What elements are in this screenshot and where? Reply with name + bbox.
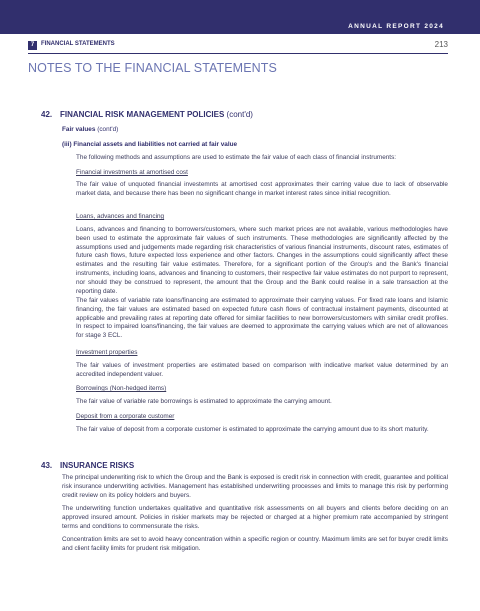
subtitle-suffix: (cont'd): [97, 126, 119, 133]
header-divider: [28, 53, 448, 54]
note-43-number: 43.: [41, 461, 53, 470]
intro-text: The following methods and assumptions are used to estimate the fair value of each class of financial instruments:: [76, 154, 397, 161]
deposit-text: The fair value of deposit from a corporate customer is estimated to approximate the carrying amount due to its short maturity.: [76, 426, 429, 433]
page-number: 213: [434, 40, 448, 49]
page-title: NOTES TO THE FINANCIAL STATEMENTS: [28, 61, 277, 75]
deposit-heading: Deposit from a corporate customer: [76, 413, 175, 420]
section-header: [28, 40, 448, 52]
report-label: ANNUAL REPORT 2024: [348, 23, 444, 30]
loans-text-2: The fair values of variable rate loans/financing are estimated to approximate their carrying values. For fixed rate loans and Islamic financing, the fair values are estimated based on expected future cash flows of contractual instalment payments, discounted at applicable and prevailing rates at reporting date offered for similar facilities to new borrowers/customers with similar credit profiles. In respect to impaired loans/financing, the fair values are deemed to approximate the carrying values which are net of allowances for stage 3 ECL.: [76, 297, 448, 340]
section-number-badge: 7: [28, 41, 37, 50]
loans-text-1: Loans, advances and financing to borrowers/customers, where such market prices are not available, various methodologies have been used to estimate the approximate fair values of such instruments. These methodologies are significantly affected by the assumptions used and judgements made regarding risk characteristics of various financial instruments, discount rates, estimates of future cash flows, future expected loss experience and other factors. Changes in the assumptions could significantly affect these estimates and the resulting fair value estimates. Therefore, for a significant portion of the Group's and the Bank's financial instruments, including loans, advances and financing to customers, their respective fair value estimates do not purport to represent, nor should they be construed to represent, the amount that the Group and the Bank could realise in a sale transaction at the reporting date.: [76, 226, 448, 295]
ip-text: The fair values of investment properties are estimated based on comparison with indicative market value determined by an accredited independent valuer.: [76, 362, 448, 378]
fi-heading: Financial investments at amortised cost: [76, 169, 188, 176]
note-42-title-suffix: (cont'd): [226, 110, 253, 119]
note-43-title: INSURANCE RISKS: [60, 461, 135, 470]
subsection-heading: [62, 141, 237, 148]
insurance-para-3: Concentration limits are set to avoid heavy concentration within a specific region or country. Maximum limits are set for buyer credit limits and client facility limits for prudent risk mitigation.: [62, 536, 448, 552]
header-banner: [0, 0, 480, 34]
fair-values-subtitle: [62, 126, 118, 133]
insurance-para-2: The underwriting function undertakes qualitative and quantitative risk assessments on all buyers and clients before deciding on an approved insured amount. Policies in riskier markets may be rejected or charged at a higher premium rate accompanied by stringent terms and conditions to commensurate the risks.: [62, 505, 448, 530]
note-42-number: 42.: [41, 110, 53, 119]
loans-heading: Loans, advances and financing: [76, 213, 165, 220]
borrowings-text: The fair value of variable rate borrowings is estimated to approximate the carrying amount.: [76, 398, 332, 405]
subtitle-text: Fair values: [62, 126, 96, 133]
insurance-para-1: The principal underwriting risk to which the Group and the Bank is exposed is credit risk in connection with credit, guarantee and political risk insurance underwriting activities. Management has established underwriting processes and limits to manage this risk by performing credit review on its policy holders and buyers.: [62, 474, 448, 499]
subsection-text: (iii) Financial assets and liabilities not carried at fair value: [62, 141, 238, 148]
note-42-title: FINANCIAL RISK MANAGEMENT POLICIES: [60, 110, 225, 119]
ip-heading: Investment properties: [76, 349, 138, 356]
fi-text: The fair value of unquoted financial investemnts at amortised cost approximates their carring value due to lack of observable market data, and because there has been no significant change in market interest rates since initial recognition.: [76, 181, 448, 197]
borrowings-heading: Borrowings (Non-hedged items): [76, 385, 167, 392]
section-name: FINANCIAL STATEMENTS: [41, 41, 115, 47]
